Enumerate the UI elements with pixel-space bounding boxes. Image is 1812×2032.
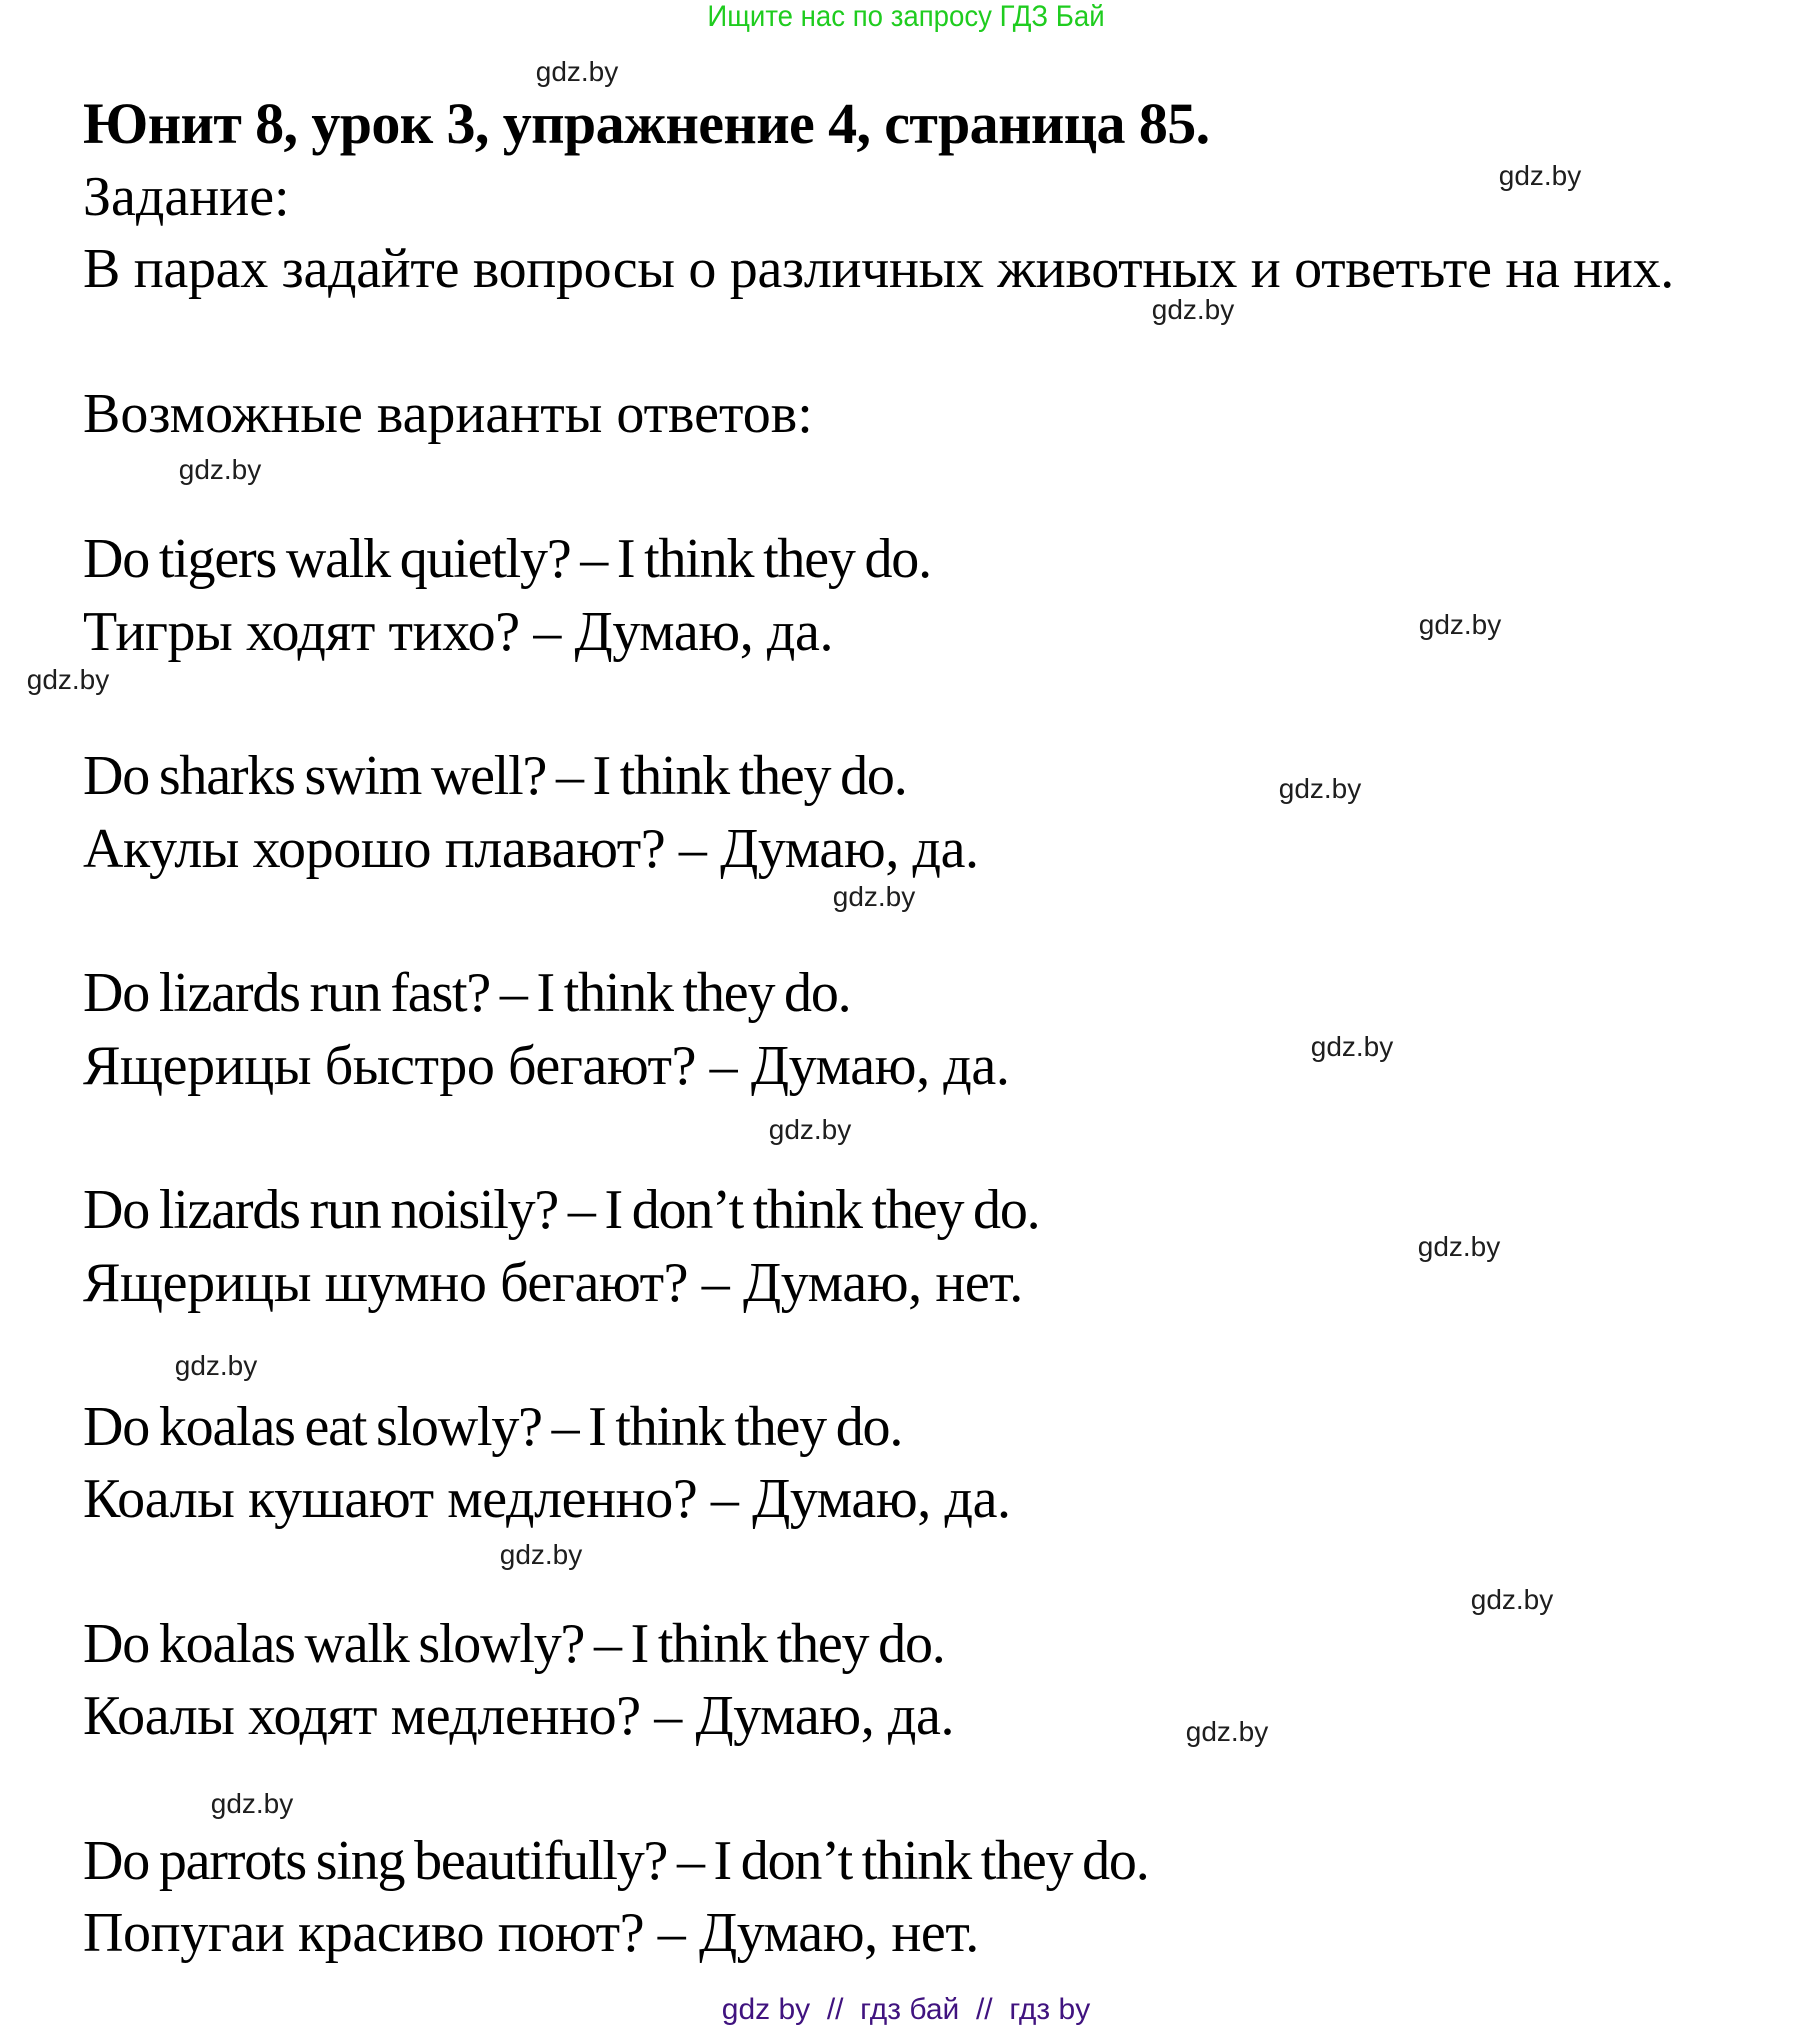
- answer-english: Do lizards run noisily? – I don’t think they do.: [83, 1179, 1040, 1241]
- watermark: gdz.by: [1417, 1231, 1501, 1262]
- answer-english: Do koalas eat slowly? – I think they do.: [83, 1396, 903, 1458]
- watermark: gdz.by: [768, 1114, 852, 1145]
- watermark: gdz.by: [1151, 294, 1235, 325]
- watermark: gdz.by: [174, 1350, 258, 1381]
- answer-russian: Коалы ходят медленно? – Думаю, да.: [83, 1685, 955, 1747]
- answers-label: Возможные варианты ответов:: [83, 383, 813, 445]
- task-label: Задание:: [83, 166, 290, 228]
- watermark: gdz.by: [1470, 1584, 1554, 1615]
- answer-russian: Тигры ходят тихо? – Думаю, да.: [83, 601, 834, 663]
- page-title: Юнит 8, урок 3, упражнение 4, страница 85.: [83, 91, 1210, 156]
- answer-english: Do parrots sing beautifully? – I don’t think they do.: [83, 1830, 1149, 1892]
- answer-russian: Попугаи красиво поют? – Думаю, нет.: [83, 1902, 979, 1964]
- answer-russian: Коалы кушают медленно? – Думаю, да.: [83, 1468, 1011, 1530]
- task-text: В парах задайте вопросы о различных животных и ответьте на них.: [83, 238, 1674, 300]
- answer-russian: Акулы хорошо плавают? – Думаю, да.: [83, 818, 979, 880]
- answer-russian: Ящерицы быстро бегают? – Думаю, да.: [83, 1035, 1010, 1097]
- answer-english: Do lizards run fast? – I think they do.: [83, 962, 851, 1024]
- answer-english: Do sharks swim well? – I think they do.: [83, 745, 907, 807]
- watermark: gdz.by: [178, 454, 262, 485]
- watermark: gdz.by: [1185, 1716, 1269, 1747]
- answer-russian: Ящерицы шумно бегают? – Думаю, нет.: [83, 1252, 1023, 1314]
- watermark: gdz.by: [1418, 609, 1502, 640]
- watermark: gdz.by: [1310, 1031, 1394, 1062]
- answer-english: Do tigers walk quietly? – I think they do.: [83, 528, 931, 590]
- answer-english: Do koalas walk slowly? – I think they do.: [83, 1613, 945, 1675]
- watermark: gdz.by: [1278, 773, 1362, 804]
- watermark: gdz.by: [535, 56, 619, 87]
- search-hint-banner: Ищите нас по запросу ГДЗ Бай: [707, 0, 1105, 33]
- watermark: gdz.by: [832, 881, 916, 912]
- footer-site-links: gdz by // гдз бай // гдз by: [721, 1993, 1091, 2026]
- watermark: gdz.by: [210, 1788, 294, 1819]
- watermark: gdz.by: [26, 664, 110, 695]
- watermark: gdz.by: [1498, 160, 1582, 191]
- watermark: gdz.by: [499, 1539, 583, 1570]
